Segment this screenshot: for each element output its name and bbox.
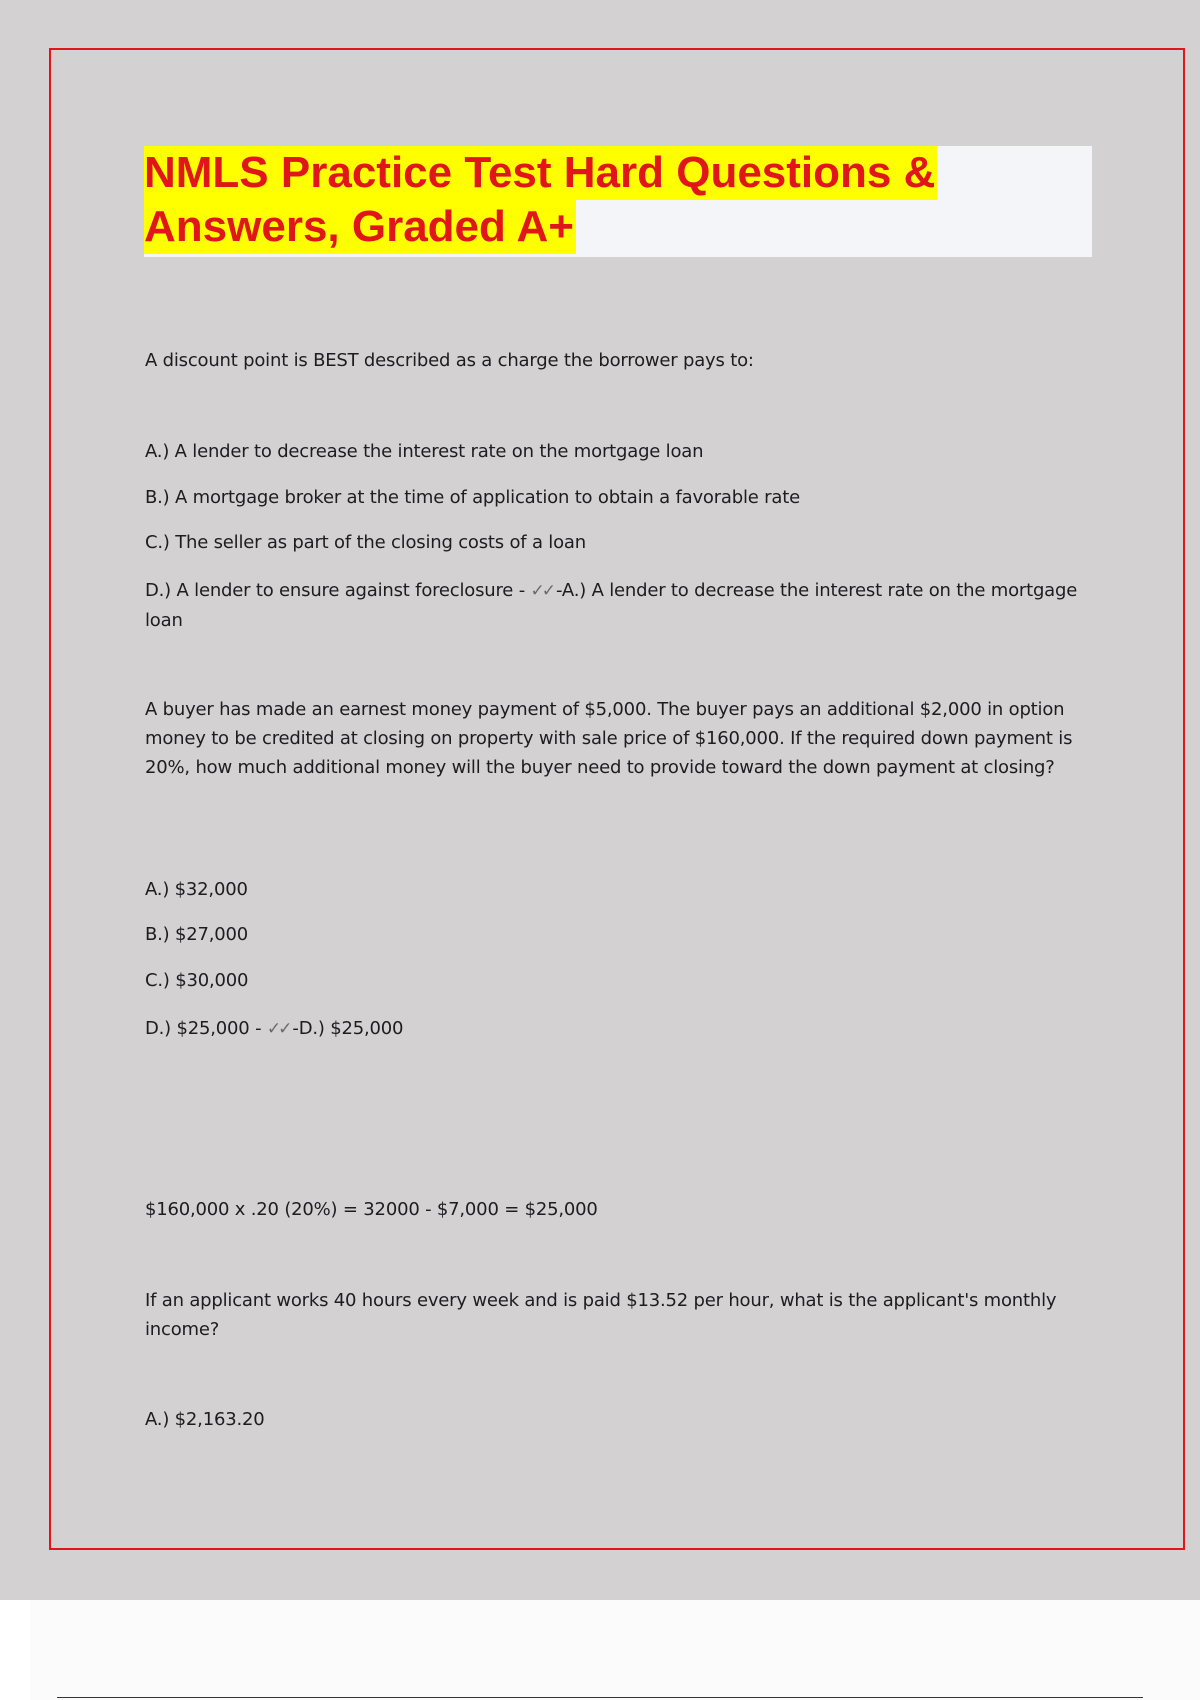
question-2-option-b: B.) $27,000: [145, 924, 249, 945]
double-checkmark-icon: ✓✓: [266, 1019, 290, 1039]
question-2-option-d-with-answer: [145, 1014, 1085, 1044]
question-2-answer: -D.) $25,000: [292, 1018, 404, 1039]
question-1-option-b: B.) A mortgage broker at the time of application to obtain a favorable rate: [145, 487, 800, 508]
page-divider-rule: [57, 1697, 1143, 1698]
question-3-option-a: A.) $2,163.20: [145, 1409, 265, 1430]
question-1-text: A discount point is BEST described as a charge the borrower pays to:: [145, 350, 754, 371]
double-checkmark-icon: ✓✓: [530, 581, 554, 601]
document-title-line-2: Answers, Graded A+: [144, 200, 576, 254]
question-1-answer: -A.) A lender to decrease the interest rate on the mortgage loan: [145, 580, 1078, 631]
question-2-option-d: D.) $25,000 -: [145, 1018, 267, 1039]
document-title-line-1: NMLS Practice Test Hard Questions &: [144, 146, 937, 200]
question-1-option-a: A.) A lender to decrease the interest rate on the mortgage loan: [145, 441, 704, 462]
question-2-option-c: C.) $30,000: [145, 970, 249, 991]
question-2-text: A buyer has made an earnest money payment of $5,000. The buyer pays an additional $2,000 in option money to be credited at closing on property with sale price of $160,000. If the required down payment is 20%, how much additional money will the buyer need to provide toward the down payment at closing?: [145, 699, 1073, 778]
question-2-explanation: $160,000 x .20 (20%) = 32000 - $7,000 = $25,000: [145, 1199, 598, 1220]
next-page-preview: [30, 1600, 1200, 1700]
question-1-option-d: D.) A lender to ensure against foreclosure -: [145, 580, 531, 601]
question-1-option-d-with-answer: [145, 576, 1085, 635]
question-3-text: If an applicant works 40 hours every week and is paid $13.52 per hour, what is the applicant's monthly income?: [145, 1290, 1057, 1340]
title-block: [144, 146, 1092, 257]
question-1-option-c: C.) The seller as part of the closing costs of a loan: [145, 532, 586, 553]
question-2-option-a: A.) $32,000: [145, 879, 248, 900]
